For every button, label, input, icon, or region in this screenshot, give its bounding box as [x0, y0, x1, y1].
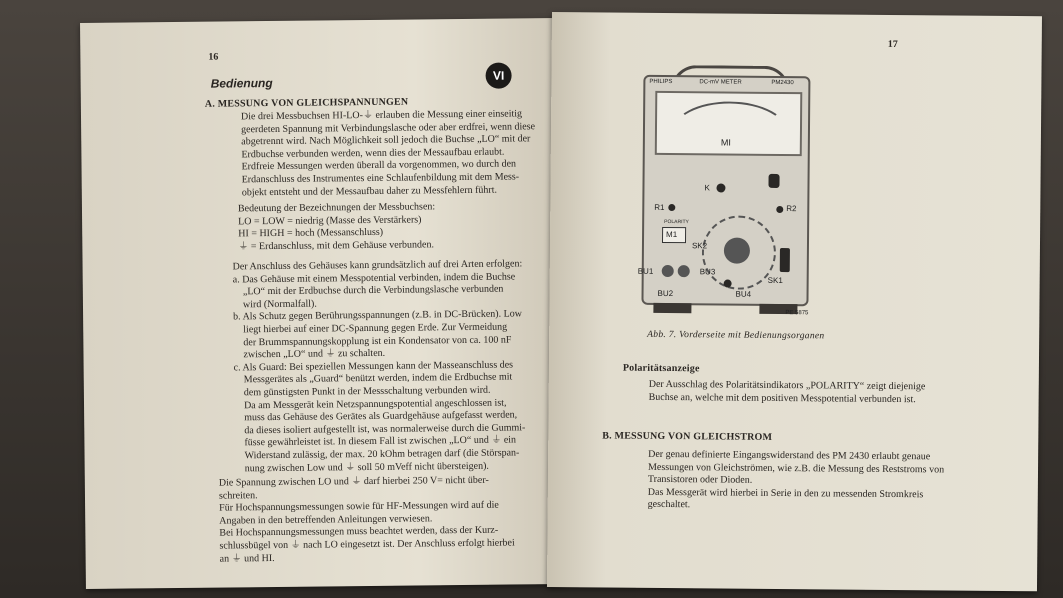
meter-scale-arc — [671, 101, 790, 166]
text-line: muss das Gehäuse des Gerätes als Guardgehäuse aufgefasst werden, — [244, 409, 518, 424]
label-polarity: POLARITY — [664, 218, 689, 226]
text-line: Da am Messgerät kein Netzspannungspotential angeschlossen ist, — [243, 397, 507, 411]
label-sk2: SK2 — [691, 241, 708, 251]
text-line: Bedeutung der Bezeichnungen der Messbuchsen: — [237, 201, 436, 215]
text-line: Angaben in den betreffenden Anleitungen verwiesen. — [219, 513, 433, 527]
paragraph-polarity — [649, 379, 1009, 407]
text-line: objekt entsteht und der Messaufbau daher zu Messfehlern führt. — [241, 184, 498, 198]
text-line: Erdfreie Messungen werden überall da vorgenommen, wo durch den — [241, 158, 517, 173]
text-line: Der Anschluss des Gehäuses kann grundsätzlich auf drei Arten erfolgen: — [232, 258, 523, 273]
label-bu4: BU4 — [735, 289, 752, 299]
page-number-left: 16 — [208, 51, 219, 63]
text-line: der Brummspannungskopplung ist ein Kondensator von ca. 100 nF — [243, 334, 512, 348]
meter-label: MI — [720, 137, 731, 148]
left-page — [80, 18, 564, 589]
text-line: HI = HIGH = hoch (Messanschluss) — [238, 227, 384, 240]
text-line: a. Das Gehäuse mit einem Messpotential verbinden, indem die Buchse — [232, 271, 516, 286]
jack-bu2-icon — [678, 265, 690, 277]
text-line: füsse gewährleistet ist. In diesem Fall ist zwischen „LO“ und ⏚ ein — [244, 434, 517, 449]
knob-r1-icon — [668, 204, 675, 211]
device-brand: PHILIPS — [649, 78, 673, 86]
text-line: „LO“ mit der Erdbuchse durch die Verbindungslasche verbunden — [242, 283, 504, 298]
paragraph-measuring-jacks — [241, 108, 542, 199]
text-line: liegt hierbei auf einer DC-Spannung gegen Erde. Zur Vermeidung — [243, 321, 508, 336]
text-line: schlussbügel von ⏚ nach LO eingesetzt ist. Der Anschluss erfolgt hierbei — [219, 537, 515, 552]
device-model: PM2430 — [771, 79, 794, 87]
knob-k-icon — [716, 183, 725, 192]
meter-window — [655, 91, 803, 156]
text-line: geerdeten Spannung mit Verbindungslasche oder aber erdfrei, wenn diese — [241, 120, 536, 135]
chapter-badge: VI — [485, 62, 511, 88]
heading-a: A. MESSUNG VON GLEICHSPANNUNGEN — [204, 96, 409, 110]
label-m1: M1 — [666, 230, 678, 240]
figure-caption: Abb. 7. Vorderseite mit Bedienungsorganen — [647, 329, 825, 342]
paragraph-current — [648, 449, 1019, 515]
paragraph-high-voltage — [219, 474, 540, 566]
text-line: wird (Normalfall). — [242, 298, 317, 311]
text-line: Erdbuchse verbunden werden, wenn dies der Messaufbau erlaubt. — [241, 146, 505, 161]
text-line: nung zwischen Low und ⏚ soll 50 mVeff nicht übersteigen). — [244, 460, 489, 474]
paragraph-jack-labels — [238, 200, 539, 254]
text-line: Transistoren oder Dioden. — [647, 474, 753, 486]
text-line: abgetrennt wird. Nach Möglichkeit soll jedoch die Buchse „LO“ mit der — [241, 133, 531, 148]
label-bu3: BU3 — [699, 267, 716, 277]
text-line: LO = LOW = niedrig (Masse des Verstärkers) — [238, 214, 422, 227]
text-line: Für Hochspannungsmessungen sowie für HF-Messungen wird auf die — [219, 499, 499, 514]
voltmeter-device-figure — [637, 75, 810, 306]
heading-b: B. MESSUNG VON GLEICHSTROM — [602, 430, 773, 443]
text-line: c. Als Guard: Bei speziellen Messungen kann der Masseanschluss des — [233, 359, 514, 374]
label-k: K — [704, 183, 710, 193]
text-line: an ⏚ und HI. — [219, 552, 275, 565]
text-line: geschaltet. — [647, 499, 691, 511]
text-line: Die drei Messbuchsen HI-LO-⏚ erlauben die Messung einer einseitig — [240, 108, 523, 123]
text-line: Bei Hochspannungsmessungen muss beachtet werden, dass der Kurz- — [219, 525, 499, 539]
text-line: Erdanschluss des Instrumentes eine Schlaufenbildung mit dem Mess- — [241, 171, 520, 186]
range-knob-icon — [724, 238, 750, 264]
pilot-lamp-icon — [768, 174, 779, 188]
right-page — [547, 12, 1042, 591]
text-line: Messungen von Gleichströmen, wie z.B. die Messung des Reststroms von — [647, 461, 945, 476]
figure-code: PE 5875 — [785, 310, 809, 317]
text-line: Buchse an, welche mit dem positiven Messpotential verbunden ist. — [648, 391, 916, 405]
polarity-heading: Polaritätsanzeige — [622, 362, 700, 375]
page-number-right: 17 — [887, 38, 898, 51]
jack-bu1-icon — [662, 265, 674, 277]
power-switch-icon — [780, 248, 790, 272]
label-r1: R1 — [654, 202, 665, 212]
label-sk1: SK1 — [767, 275, 783, 286]
text-line: dem günstigsten Punkt in der Messschaltung verbunden wird. — [243, 384, 491, 399]
label-r2: R2 — [786, 204, 797, 214]
section-title: Bedienung — [210, 75, 273, 91]
device-foot-left — [653, 303, 691, 313]
text-line: zwischen „LO“ und ⏚ zu schalten. — [243, 347, 386, 361]
text-line: Das Messgerät wird hierbei in Serie in den zu messenden Stromkreis — [647, 486, 924, 501]
text-line: schreiten. — [218, 489, 258, 502]
device-model-name: DC-mV METER — [699, 79, 742, 86]
label-bu1: BU1 — [637, 266, 654, 276]
knob-r2-icon — [776, 206, 783, 213]
text-line: ⏚ = Erdanschluss, mit dem Gehäuse verbunden. — [238, 239, 435, 253]
text-line: da dieses isoliert aufgestellt ist, was normalerweise durch die Gummi- — [244, 422, 526, 437]
text-line: Der genau definierte Eingangswiderstand des PM 2430 erlaubt genaue — [648, 448, 931, 463]
jack-bu4-icon — [724, 280, 732, 288]
text-line: Der Ausschlag des Polaritätsindikators „POLARITY“ zeigt diejenige — [648, 378, 926, 393]
text-line: Messgerätes als „Guard“ benützt werden, indem die Erdbuchse mit — [243, 371, 513, 386]
text-line: Widerstand zulässig, der max. 20 kOhm betragen darf (die Störspan- — [244, 447, 520, 462]
text-line: b. Als Schutz gegen Berührungsspannungen (z.B. in DC-Brücken). Low — [233, 308, 523, 323]
paragraph-housing-connection — [233, 258, 545, 475]
label-bu2: BU2 — [657, 288, 674, 299]
text-line: Die Spannung zwischen LO und ⏚ darf hierbei 250 V= nicht über- — [218, 474, 489, 489]
